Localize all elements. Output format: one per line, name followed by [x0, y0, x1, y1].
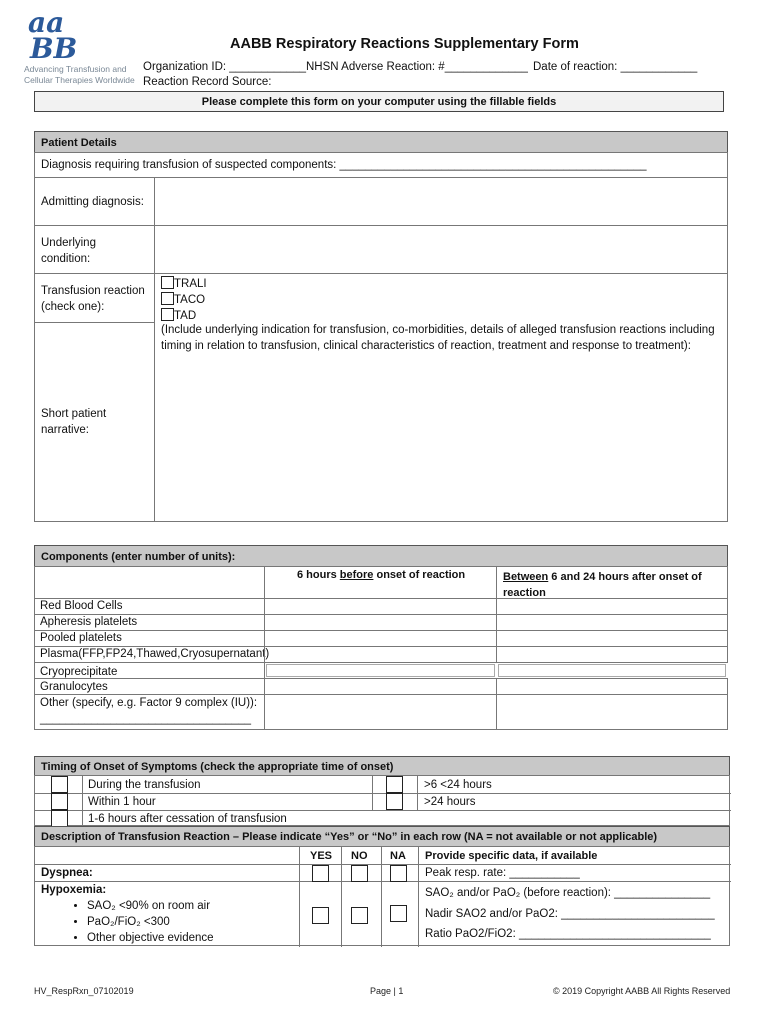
timing-1-6-label: 1-6 hours after cessation of transfusion [88, 813, 287, 825]
description-heading: Description of Transfusion Reaction – Please indicate “Yes” or “No” in each row (NA = not available or not applicable) [34, 826, 730, 847]
cryo-before-input[interactable] [266, 664, 495, 677]
rbc-between-input[interactable] [496, 598, 728, 615]
reaction-label-cell [34, 273, 155, 323]
narrative-note: (Include underlying indication for transfusion, co-morbidities, details of alleged transfusion reactions including timing in relation to transfusion, clinical characteristics of reaction, treatment and response to treatment): [161, 324, 715, 352]
components-heading: Components (enter number of units): [34, 545, 728, 567]
reaction-label: Transfusion reaction (check one): [41, 285, 145, 313]
plasma-between-input[interactable] [496, 646, 728, 663]
timing-over-24-hours-checkbox[interactable] [386, 793, 403, 810]
instructions-banner: Please complete this form on your computer using the fillable fields [34, 91, 724, 112]
dyspnea-yes-checkbox[interactable] [312, 865, 329, 882]
timing-during-checkbox[interactable] [51, 776, 68, 793]
component-row: Apheresis platelets [34, 614, 728, 630]
underlying-label-cell [34, 225, 155, 274]
other-component-field[interactable]: Other (specify, e.g. Factor 9 complex (IU)): _________________________________ [40, 697, 258, 725]
pooled-between-input[interactable] [496, 630, 728, 647]
ratio-field[interactable]: Ratio PaO2/FiO2: ______________________________ [425, 928, 711, 940]
checkbox-icon[interactable] [161, 292, 174, 305]
organization-id-field[interactable]: Organization ID: ____________ [143, 61, 307, 73]
components-rows [34, 598, 728, 730]
patient-details-heading: Patient Details [34, 131, 728, 153]
hypoxemia-criteria [41, 898, 214, 946]
timing-6-24-label: >6 <24 hours [424, 779, 492, 791]
data-header: Provide specific data, if available [425, 850, 598, 862]
no-header: NO [351, 850, 368, 862]
nadir-field[interactable]: Nadir SAO2 and/or PaO2: ________________________ [425, 908, 715, 920]
nhsn-field[interactable]: NHSN Adverse Reaction: #_____________ [306, 61, 528, 73]
apheresis-before-input[interactable] [264, 614, 497, 631]
timing-table [34, 775, 730, 826]
admitting-diagnosis-input[interactable] [154, 177, 728, 226]
svg-text:aa: aa [28, 10, 65, 39]
diagnosis-row [34, 152, 728, 178]
dyspnea-na-checkbox[interactable] [390, 865, 407, 882]
reaction-options-cell [154, 273, 728, 323]
component-row: Cryoprecipitate [34, 662, 728, 678]
other-before-input[interactable] [264, 694, 497, 730]
criterion-pao2-fio2: • PaO₂/FiO₂ <300 [87, 914, 214, 930]
components-corner [34, 566, 265, 599]
description-table [34, 846, 730, 946]
granulocytes-before-input[interactable] [264, 678, 497, 695]
timing-within-hour-checkbox[interactable] [51, 793, 68, 810]
plasma-before-input[interactable] [264, 646, 497, 663]
component-row-other [34, 694, 728, 730]
yes-header: YES [310, 850, 333, 862]
col-before-header: 6 hours before onset of reaction [264, 566, 497, 599]
hypoxemia-yes-checkbox[interactable] [312, 907, 329, 924]
criterion-other: • Other objective evidence [87, 930, 214, 946]
hypoxemia-no-checkbox[interactable] [351, 907, 368, 924]
timing-within-hour-label: Within 1 hour [88, 796, 156, 808]
copyright: © 2019 Copyright AABB All Rights Reserved [553, 986, 731, 996]
form-title: AABB Respiratory Reactions Supplementary Form [230, 36, 579, 52]
narrative-label-cell [34, 322, 155, 522]
narrative-input[interactable] [154, 322, 728, 522]
reaction-record-source[interactable]: Reaction Record Source: [143, 76, 272, 88]
hypoxemia-na-checkbox[interactable] [390, 905, 407, 922]
aabb-logo-mark [28, 10, 108, 60]
criterion-sao2: • SAO₂ <90% on room air [87, 898, 214, 914]
dyspnea-label: Dyspnea: [41, 867, 93, 879]
diagnosis-field[interactable]: Diagnosis requiring transfusion of suspected components: ________________________________________________ [41, 159, 647, 171]
timing-1-6-hours-checkbox[interactable] [51, 810, 68, 827]
aabb-logo [24, 10, 134, 92]
svg-text:BB: BB [30, 32, 78, 60]
granulocytes-between-input[interactable] [496, 678, 728, 695]
component-row: Granulocytes [34, 678, 728, 694]
sao2-before-field[interactable]: SAO₂ and/or PaO₂ (before reaction): _______________ [425, 887, 711, 899]
hypoxemia-label: Hypoxemia: [41, 884, 107, 896]
form-code: HV_RespRxn_07102019 [34, 986, 134, 996]
option-taco[interactable]: TACO [161, 292, 207, 308]
narrative-label: Short patient narrative: [41, 408, 107, 436]
peak-resp-rate-field[interactable]: Peak resp. rate: ___________ [425, 867, 580, 879]
option-trali[interactable]: TRALI [161, 276, 207, 292]
pooled-before-input[interactable] [264, 630, 497, 647]
timing-6-24-hours-checkbox[interactable] [386, 776, 403, 793]
other-between-input[interactable] [496, 694, 728, 730]
checkbox-icon[interactable] [161, 308, 174, 321]
cryo-between-input[interactable] [498, 664, 726, 677]
component-row: Red Blood Cells [34, 598, 728, 614]
logo-tagline: Advancing Transfusion and Cellular Therapies Worldwide [24, 64, 135, 85]
component-row: Pooled platelets [34, 630, 728, 646]
underlying-label: Underlying condition: [41, 237, 96, 265]
date-of-reaction-field[interactable]: Date of reaction: ____________ [533, 61, 698, 73]
timing-over-24-label: >24 hours [424, 796, 476, 808]
rbc-before-input[interactable] [264, 598, 497, 615]
checkbox-icon[interactable] [161, 276, 174, 289]
timing-during-label: During the transfusion [88, 779, 201, 791]
na-header: NA [390, 850, 406, 862]
component-row: Plasma(FFP,FP24,Thawed,Cryosupernatant) [34, 646, 728, 662]
option-tad[interactable]: TAD [161, 308, 207, 324]
admitting-label: Admitting diagnosis: [41, 196, 144, 208]
underlying-condition-input[interactable] [154, 225, 728, 274]
dyspnea-no-checkbox[interactable] [351, 865, 368, 882]
apheresis-between-input[interactable] [496, 614, 728, 631]
timing-heading: Timing of Onset of Symptoms (check the appropriate time of onset) [34, 756, 730, 776]
col-between-header: Between 6 and 24 hours after onset of reaction [496, 566, 728, 599]
page-number: Page | 1 [370, 986, 404, 996]
admitting-label-cell [34, 177, 155, 226]
